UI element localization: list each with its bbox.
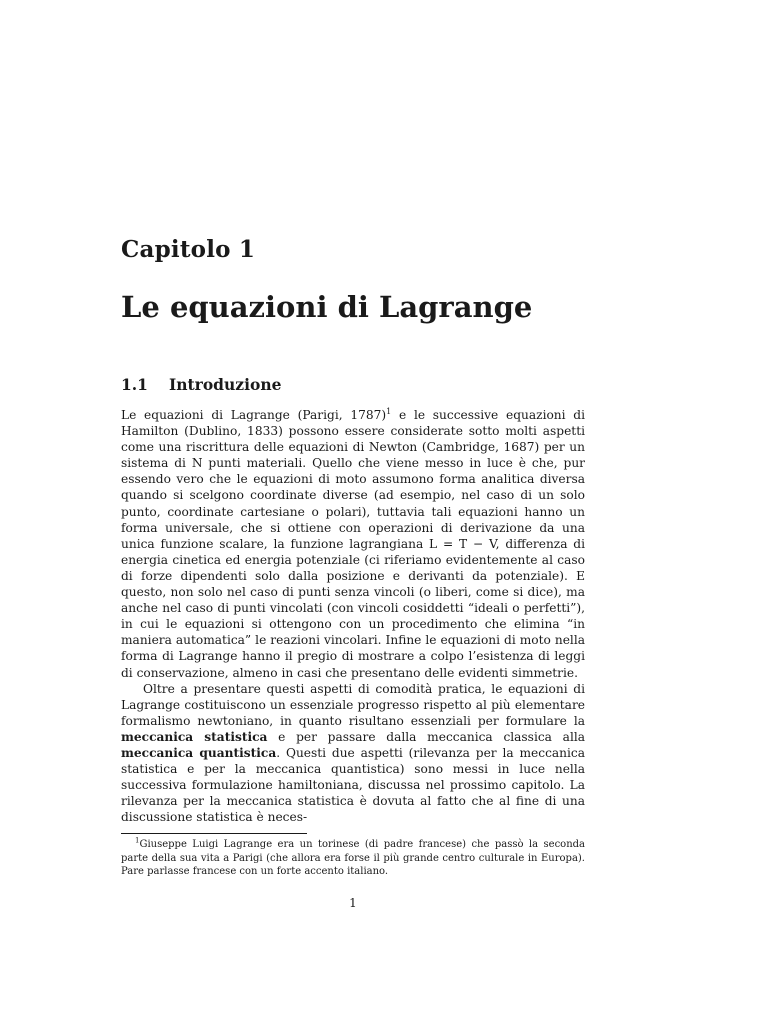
footnote-text: Giuseppe Luigi Lagrange era un torinese (di padre francese) che passò la seconda parte della sua vita a Parigi (che allora era forse il più grande centro culturale in Europa). Pare parlasse francese con un forte accento italiano. (121, 839, 585, 877)
chapter-label: Capitolo 1 (121, 236, 256, 263)
paragraph (121, 681, 585, 826)
paragraph-text: e le successive equazioni di Hamilton (Dublino, 1833) possono essere considerate sotto molti aspetti come una riscrittura delle equazioni di Newton (Cambridge, 1687) per un sistema di N punti materiali. Quello che viene messo in luce è che, pur essendo vero che le equazioni di moto assumono forma analitica diversa quando si scelgono coordinate diverse (ad esempio, nel caso di un solo punto, coordinate cartesiane o polari), tuttavia tali equazioni hanno un forma universale, che si ottiene con operazioni di derivazione da una unica funzione scalare, la funzione lagrangiana L = T − V, differenza di energia cinetica ed energia potenziale (ci riferiamo evidentemente al caso di forze dipendenti solo dalla posizione e derivanti da potenziale). E questo, non solo nel caso di punti senza vincoli (o liberi, come si dice), ma anche nel caso di punti vincolati (con vincoli cosiddetti “ideali o perfetti”), in cui le equazioni si ottengono con un procedimento che elimina “in maniera automatica” le reazioni vincolari. Infine le equazioni di moto nella forma di Lagrange hanno il pregio di mostrare a colpo l’esistenza di leggi di conservazione, almeno in casi che presentano delle evidenti simmetrie. (121, 408, 585, 680)
bold-term: meccanica quantistica (121, 745, 277, 760)
footnote-reference[interactable]: 1 (386, 406, 392, 416)
page-number: 1 (349, 896, 357, 910)
footnote-mark: 1 (135, 836, 140, 845)
section-number: 1.1 (121, 375, 148, 394)
section-heading (121, 375, 281, 394)
chapter-title: Le equazioni di Lagrange (121, 290, 533, 324)
footnote-divider (121, 833, 307, 834)
paragraph-text: . Questi due aspetti (rilevanza per la meccanica statistica e per la meccanica quantistica) sono messi in luce nella successiva formulazione hamiltoniana, discussa nel prossimo capitolo. La rilevanza per la meccanica statistica è dovuta al fatto che al fine di una discussione statistica è neces- (121, 745, 585, 825)
footnote (121, 838, 585, 879)
book-page (121, 0, 585, 1024)
paragraph-text: Le equazioni di Lagrange (Parigi, 1787) (121, 408, 387, 422)
section-title: Introduzione (169, 375, 282, 394)
paragraph-text: e per passare dalla meccanica classica alla (267, 729, 586, 744)
body-text (121, 407, 585, 825)
paragraph-text: Oltre a presentare questi aspetti di comodità pratica, le equazioni di Lagrange costituiscono un essenziale progresso rispetto al più elementare formalismo newtoniano, in quanto risultano essenziali per formulare la (121, 681, 585, 728)
paragraph (121, 407, 585, 681)
bold-term: meccanica statistica (121, 729, 268, 744)
